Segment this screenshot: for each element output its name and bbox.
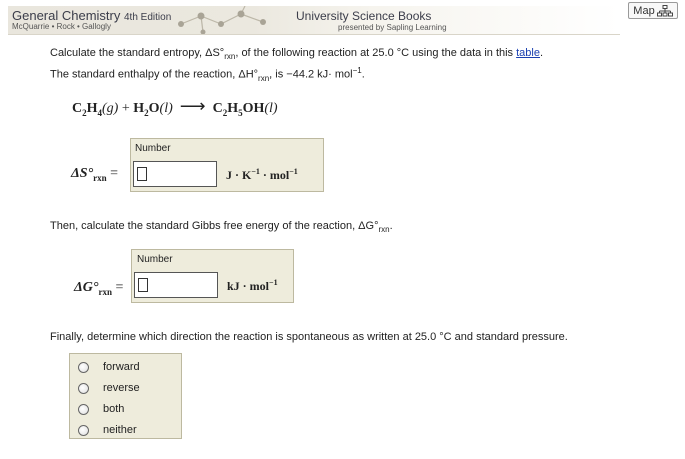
map-label: Map	[633, 4, 655, 17]
sitemap-icon	[657, 5, 673, 17]
gibbs-unit: kJ · mol$^{-1}$	[227, 278, 278, 293]
gibbs-variable-label: $\Delta G^\circ_{rxn}$ =	[74, 280, 124, 297]
map-button[interactable]	[628, 2, 678, 19]
radio-button[interactable]	[78, 362, 89, 373]
entropy-input[interactable]	[133, 161, 217, 187]
book-authors: McQuarrie • Rock • Gallogly	[12, 22, 111, 31]
book-title: General Chemistry 4th Edition	[12, 8, 172, 23]
option-neither[interactable]	[78, 424, 137, 436]
option-label: neither	[103, 424, 137, 436]
entropy-variable-label: $\Delta S^\circ_{rxn}$ =	[71, 166, 119, 183]
publisher-name: University Science Books	[296, 9, 432, 23]
reaction-equation: $C_2H_4(g) + H_2O(l)$ ⟶ $C_2H_5OH(l)$	[72, 96, 278, 118]
question2-text: Then, calculate the standard Gibbs free energy of the reaction, $\Delta G^\circ_{rxn}$.	[50, 220, 393, 235]
entropy-number-label: Number	[135, 143, 171, 154]
input-cursor	[138, 278, 148, 292]
radio-button[interactable]	[78, 404, 89, 415]
question1-line1: Calculate the standard entropy, $\Delta S^\circ_{rxn}$, of the following reaction at 25.0 °C using the data in this table.	[50, 47, 544, 62]
option-forward[interactable]	[78, 361, 140, 373]
reaction-arrow: ⟶	[179, 96, 206, 116]
option-label: both	[103, 403, 125, 415]
direction-options	[69, 353, 182, 439]
question1-line2: The standard enthalpy of the reaction, $\Delta H^\circ_{rxn}$, is −44.2 kJ· mol$^{-1}$.	[50, 66, 365, 83]
radio-button[interactable]	[78, 425, 89, 436]
option-both[interactable]	[78, 403, 124, 415]
entropy-unit: $J \cdot K^{-1} \cdot mol^{-1}$	[226, 167, 298, 182]
molecule-graphic	[173, 6, 283, 34]
header-banner	[8, 6, 620, 35]
question3-text: Finally, determine which direction the reaction is spontaneous as written at 25.0 °C and standard pressure.	[50, 331, 568, 343]
option-label: forward	[103, 361, 140, 373]
option-reverse[interactable]	[78, 382, 140, 394]
gibbs-number-label: Number	[137, 254, 173, 265]
option-label: reverse	[103, 382, 140, 394]
gibbs-input[interactable]	[134, 272, 218, 298]
radio-button[interactable]	[78, 383, 89, 394]
entropy-answer-box	[130, 138, 324, 192]
presented-by: presented by Sapling Learning	[338, 23, 447, 32]
table-link[interactable]: table	[516, 47, 540, 59]
gibbs-answer-box	[131, 249, 294, 303]
input-cursor	[137, 167, 147, 181]
